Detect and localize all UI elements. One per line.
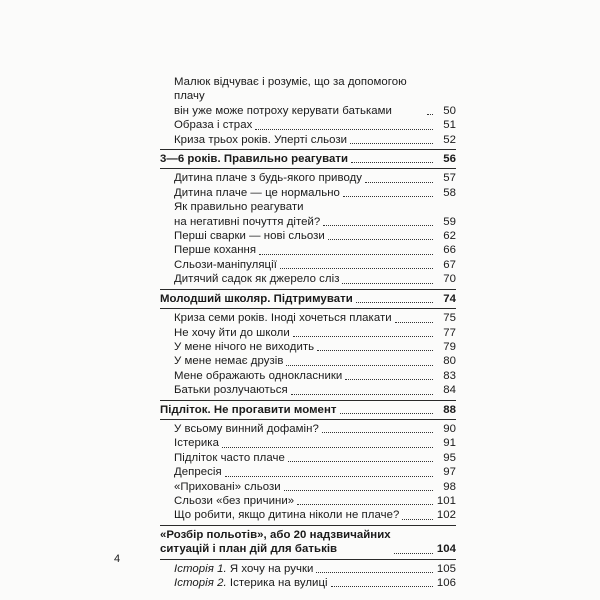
section-rule: [160, 308, 456, 309]
toc-entry-title: Криза семи років. Іноді хочеться плакати: [174, 312, 392, 325]
toc-entry-title: [174, 576, 328, 590]
toc-entry: [160, 133, 456, 147]
toc-entry-page: 90: [443, 422, 456, 435]
toc-section-page: 74: [443, 292, 456, 305]
leader-dots: [288, 460, 433, 462]
story-title: Істерика на вулиці: [226, 577, 328, 589]
story-title: Я хочу на ручки: [226, 562, 314, 575]
toc-entry-page: 52: [443, 133, 456, 146]
toc-entry-title: [174, 562, 313, 576]
toc-entry-title: У мене немає друзів: [174, 355, 284, 368]
toc-entry-title: Образа і страх: [174, 119, 253, 132]
toc-entry-page: 101: [436, 494, 456, 507]
toc-entry: [160, 354, 456, 368]
toc-entry-page: 67: [443, 258, 456, 271]
toc-entry-page: 83: [443, 369, 456, 382]
toc-section-heading: [160, 528, 456, 557]
leader-dots: [322, 431, 433, 433]
toc-entry: [160, 508, 456, 522]
toc-section-title: «Розбір польотів», або 20 надзвичайних ситуацій і план дій для батьків: [160, 528, 391, 556]
toc-section-title: 3—6 років. Правильно реагувати: [160, 153, 349, 166]
toc-entry-title: Малюк відчуває і розуміє, що за допомогою плачу він уже може потроху керувати батьками: [174, 76, 407, 117]
leader-dots: [340, 412, 433, 414]
toc-entry-page: 57: [443, 172, 456, 185]
leader-dots: [427, 113, 433, 115]
leader-dots: [351, 161, 433, 163]
toc-entry: [160, 562, 456, 576]
toc-section-page: 56: [443, 153, 456, 166]
toc-entry-title: Дитячий садок як джерело сліз: [174, 273, 340, 286]
toc-entry-page: 50: [443, 104, 456, 117]
toc-entry-page: 62: [443, 230, 456, 243]
toc-entry-page: 95: [443, 451, 456, 464]
leader-dots: [291, 393, 433, 395]
page-number: 4: [114, 553, 121, 565]
toc-entry-title: Криза трьох років. Уперті сльози: [174, 133, 348, 146]
leader-dots: [328, 238, 433, 240]
toc-entry-page: 105: [436, 562, 456, 575]
toc-entry: [160, 186, 456, 200]
toc-section-heading: [160, 292, 456, 306]
leader-dots: [222, 446, 433, 448]
leader-dots: [356, 301, 433, 303]
toc-entry: [160, 272, 456, 286]
toc-entry-title: Перші сварки — нові сльози: [174, 230, 325, 243]
leader-dots: [317, 349, 433, 351]
leader-dots: [286, 364, 433, 366]
leader-dots: [343, 195, 433, 197]
toc-entry: [160, 258, 456, 272]
table-of-contents: [160, 75, 456, 590]
toc-section-page: 104: [436, 543, 456, 556]
toc-entry-title: Мене ображають однокласники: [174, 369, 343, 382]
toc-entry-page: 97: [443, 466, 456, 479]
toc-entry: [160, 171, 456, 185]
toc-entry: [160, 75, 456, 118]
toc-entry-title: «Приховані» сльози: [174, 480, 281, 493]
toc-entry-page: 51: [443, 119, 456, 132]
section-rule: [160, 419, 456, 420]
section-rule: [160, 149, 456, 150]
leader-dots: [350, 142, 433, 144]
toc-entry: [160, 494, 456, 508]
toc-entry-title: Що робити, якщо дитина ніколи не плаче?: [174, 509, 400, 522]
toc-section-page: 88: [443, 403, 456, 416]
leader-dots: [323, 224, 433, 226]
section-rule: [160, 559, 456, 560]
leader-dots: [394, 552, 433, 554]
toc-entry: [160, 383, 456, 397]
toc-section-title: Молодший школяр. Підтримувати: [160, 292, 353, 305]
toc-entry-title: Не хочу йти до школи: [174, 326, 290, 339]
leader-dots: [259, 253, 433, 255]
toc-entry-title: Дитина плаче — це нормально: [174, 186, 340, 199]
leader-dots: [395, 321, 433, 323]
story-label: Історія 1.: [174, 562, 227, 575]
leader-dots: [342, 282, 433, 284]
leader-dots: [225, 475, 433, 477]
toc-entry-title: У всьому винний дофамін?: [174, 422, 319, 435]
leader-dots: [345, 378, 433, 380]
toc-entry-page: 70: [443, 273, 456, 286]
toc-entry-title: Депресія: [174, 466, 222, 479]
leader-dots: [365, 181, 433, 183]
toc-section-heading: [160, 152, 456, 166]
story-label: Історія 2.: [174, 577, 227, 589]
leader-dots: [255, 128, 433, 130]
toc-entry-title: Батьки розлучаються: [174, 384, 288, 397]
toc-entry-title: Дитина плаче з будь-якого приводу: [174, 172, 363, 185]
toc-entry-page: 98: [443, 480, 456, 493]
toc-entry-page: 80: [443, 355, 456, 368]
leader-dots: [331, 585, 433, 587]
toc-entry: [160, 340, 456, 354]
leader-dots: [280, 267, 433, 269]
leader-dots: [316, 571, 433, 573]
toc-section-title: Підліток. Не прогавити момент: [160, 403, 337, 416]
toc-entry: [160, 311, 456, 325]
toc-entry: [160, 118, 456, 132]
toc-entry-page: 66: [443, 244, 456, 257]
leader-dots: [402, 518, 433, 520]
toc-entry-page: 102: [436, 509, 456, 522]
toc-entry-title: Як правильно реагувати на негативні почуття дітей?: [174, 201, 321, 228]
toc-entry: [160, 480, 456, 494]
toc-entry-page: 84: [443, 384, 456, 397]
toc-entry-title: Істерика: [174, 437, 219, 450]
section-rule: [160, 400, 456, 401]
toc-entry-page: 75: [443, 312, 456, 325]
section-rule: [160, 168, 456, 169]
leader-dots: [297, 503, 433, 505]
toc-entry-page: 58: [443, 186, 456, 199]
toc-entry: [160, 422, 456, 436]
toc-entry-page: 106: [436, 577, 456, 589]
toc-entry: [160, 229, 456, 243]
toc-entry-page: 59: [443, 215, 456, 228]
toc-entry: [160, 369, 456, 383]
toc-entry: [160, 436, 456, 450]
toc-entry-title: У мене нічого не виходить: [174, 340, 315, 353]
toc-entry-page: 79: [443, 340, 456, 353]
leader-dots: [284, 489, 433, 491]
toc-entry-page: 91: [443, 437, 456, 450]
toc-entry: [160, 243, 456, 257]
toc-entry: [160, 465, 456, 479]
toc-section-heading: [160, 403, 456, 417]
toc-entry-page: 77: [443, 326, 456, 339]
leader-dots: [293, 335, 433, 337]
toc-entry: [160, 576, 456, 590]
section-rule: [160, 525, 456, 526]
toc-entry-title: Сльози-маніпуляції: [174, 258, 277, 271]
toc-entry-title: Перше кохання: [174, 244, 257, 257]
toc-entry: [160, 200, 456, 229]
toc-entry: [160, 326, 456, 340]
toc-entry-title: Підліток часто плаче: [174, 451, 285, 464]
section-rule: [160, 289, 456, 290]
toc-entry-title: Сльози «без причини»: [174, 494, 295, 507]
toc-entry: [160, 451, 456, 465]
